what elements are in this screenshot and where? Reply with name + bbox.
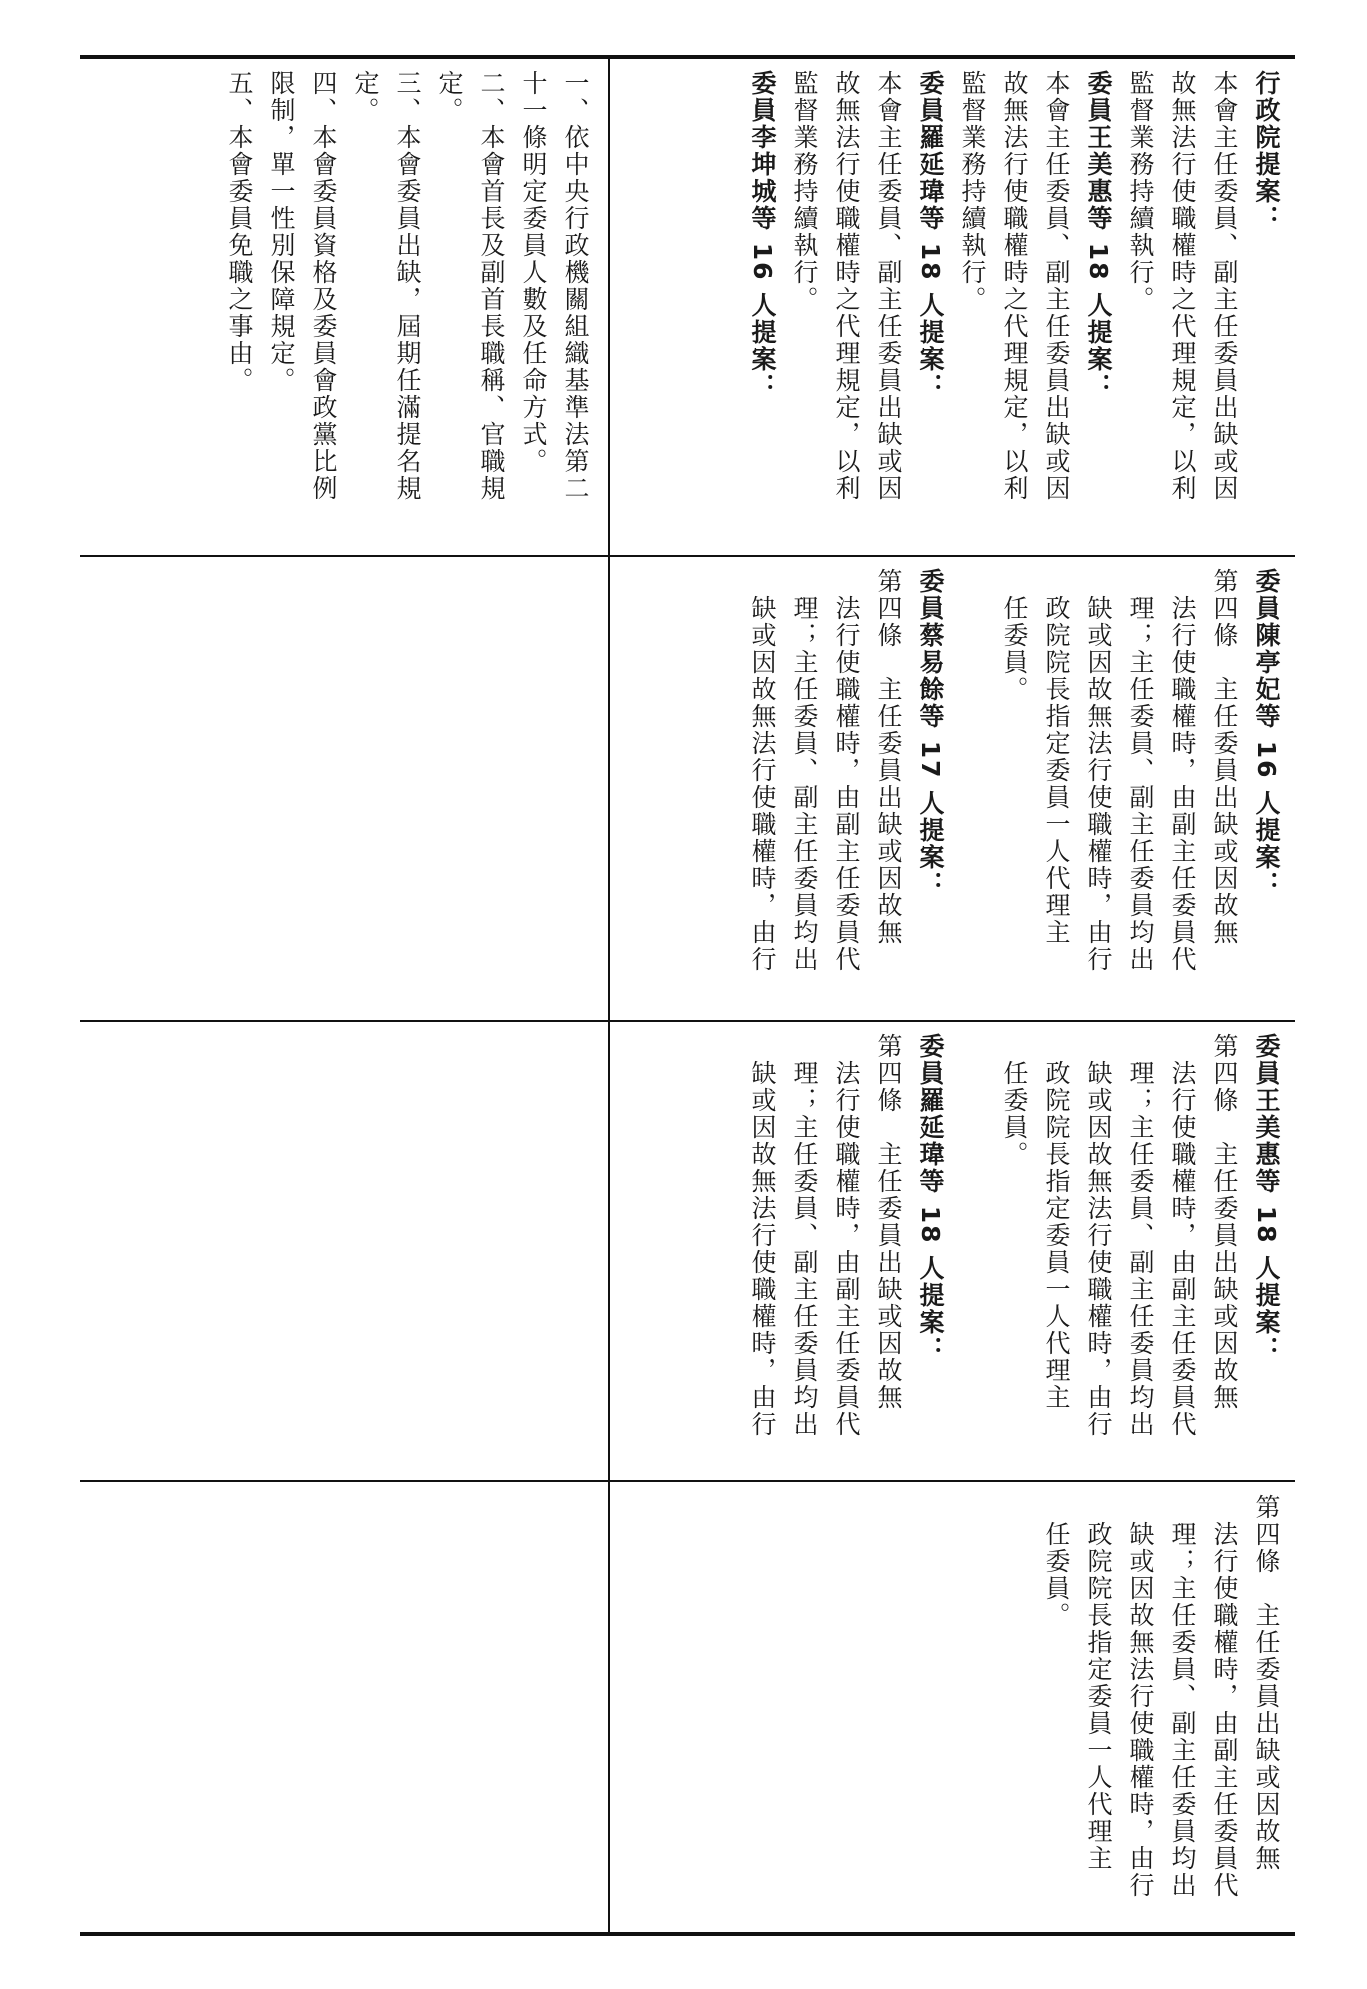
text-line: 任委員。 [1042, 1494, 1071, 1629]
proposal-heading: 委員李坤城等 16 人提案： [748, 70, 777, 401]
text-line: 政院院長指定委員一人代理主 [1042, 1033, 1071, 1411]
text-line: 政院院長指定委員一人代理主 [1042, 568, 1071, 946]
text-line: 一、依中央行政機關組織基準法第二 [561, 70, 590, 502]
text-line: 理；主任委員、副主任委員均出 [1168, 1494, 1197, 1899]
proposals-summary-cell [622, 70, 1287, 545]
text-line: 理；主任委員、副主任委員均出 [790, 1033, 819, 1438]
text-line: 定。 [435, 70, 464, 124]
proposal-text-cell-4 [622, 1494, 1287, 1924]
proposal-heading: 委員蔡易餘等 17 人提案： [916, 568, 945, 899]
reasons-cell [96, 70, 596, 545]
text-line: 第四條 主任委員出缺或因故無 [874, 1033, 903, 1411]
text-line: 五、本會委員免職之事由。 [225, 70, 254, 394]
text-line: 法行使職權時，由副主任委員代 [1168, 568, 1197, 973]
text-line: 法行使職權時，由副主任委員代 [1210, 1494, 1239, 1899]
proposal-heading: 委員王美惠等 18 人提案： [1084, 70, 1113, 401]
text-line: 限制，單一性別保障規定。 [267, 70, 296, 394]
proposal-heading: 委員羅延瑋等 18 人提案： [916, 1033, 945, 1364]
text-line: 缺或因故無法行使職權時，由行 [748, 568, 777, 973]
vertical-divider [608, 57, 610, 1934]
proposal-text-cell-3 [622, 1033, 1287, 1473]
text-line: 本會主任委員、副主任委員出缺或因 [1210, 70, 1239, 502]
text-line: 本會主任委員、副主任委員出缺或因 [874, 70, 903, 502]
text-line: 任委員。 [1000, 568, 1029, 703]
proposal-heading: 委員羅延瑋等 18 人提案： [916, 70, 945, 401]
text-line: 三、本會委員出缺，屆期任滿提名規 [393, 70, 422, 502]
text-line: 第四條 主任委員出缺或因故無 [1210, 1033, 1239, 1411]
proposal-heading: 委員王美惠等 18 人提案： [1252, 1033, 1281, 1364]
text-line: 本會主任委員、副主任委員出缺或因 [1042, 70, 1071, 502]
text-line: 故無法行使職權時之代理規定，以利 [1168, 70, 1197, 502]
blank-line [951, 1033, 993, 1473]
text-line: 定。 [351, 70, 380, 124]
text-line: 第四條 主任委員出缺或因故無 [1252, 1494, 1281, 1872]
text-line: 十一條明定委員人數及任命方式。 [519, 70, 548, 475]
text-line: 法行使職權時，由副主任委員代 [832, 568, 861, 973]
row-divider-2 [80, 1020, 1295, 1022]
text-line: 理；主任委員、副主任委員均出 [1126, 568, 1155, 973]
text-line: 故無法行使職權時之代理規定，以利 [832, 70, 861, 502]
proposal-heading: 委員陳亭妃等 16 人提案： [1252, 568, 1281, 899]
text-line: 監督業務持續執行。 [790, 70, 819, 313]
bottom-rule [80, 1932, 1295, 1936]
proposal-text-cell-2 [622, 568, 1287, 1008]
row-divider-1 [80, 555, 1295, 557]
blank-line [951, 568, 993, 1008]
text-line: 缺或因故無法行使職權時，由行 [1126, 1494, 1155, 1899]
text-line: 第四條 主任委員出缺或因故無 [1210, 568, 1239, 946]
text-line: 理；主任委員、副主任委員均出 [790, 568, 819, 973]
text-line: 二、本會首長及副首長職稱、官職規 [477, 70, 506, 502]
text-line: 政院院長指定委員一人代理主 [1084, 1494, 1113, 1872]
text-line: 理；主任委員、副主任委員均出 [1126, 1033, 1155, 1438]
text-line: 缺或因故無法行使職權時，由行 [1084, 1033, 1113, 1438]
text-line: 四、本會委員資格及委員會政黨比例 [309, 70, 338, 502]
text-line: 缺或因故無法行使職權時，由行 [748, 1033, 777, 1438]
row-divider-3 [80, 1480, 1295, 1482]
text-line: 法行使職權時，由副主任委員代 [832, 1033, 861, 1438]
text-line: 故無法行使職權時之代理規定，以利 [1000, 70, 1029, 502]
proposal-heading: 行政院提案： [1252, 70, 1281, 232]
text-line: 缺或因故無法行使職權時，由行 [1084, 568, 1113, 973]
text-line: 監督業務持續執行。 [1126, 70, 1155, 313]
top-rule [80, 55, 1295, 59]
text-line: 第四條 主任委員出缺或因故無 [874, 568, 903, 946]
text-line: 任委員。 [1000, 1033, 1029, 1168]
text-line: 法行使職權時，由副主任委員代 [1168, 1033, 1197, 1438]
text-line: 監督業務持續執行。 [958, 70, 987, 313]
